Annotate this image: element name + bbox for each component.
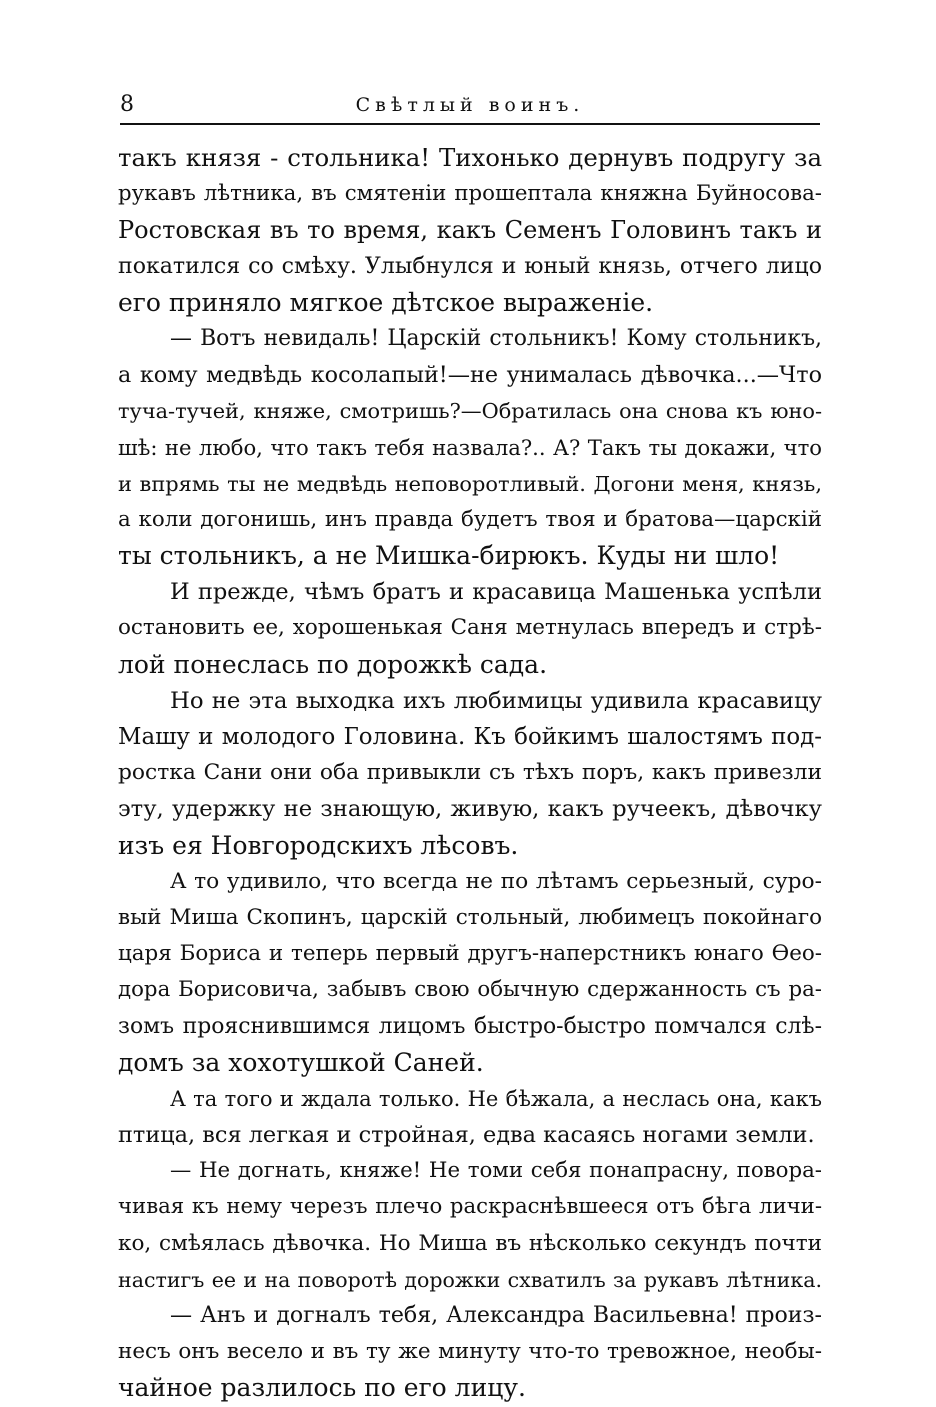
header-rule xyxy=(120,123,820,125)
text-line: эту, удержку не знающую, живую, какъ ручеекъ, дѣвочку xyxy=(118,796,822,823)
text-line: ты стольникъ, а не Мишка-бирюкъ. Куды ни шло! xyxy=(118,541,780,571)
text-line: ростка Сани они оба привыкли съ тѣхъ поръ, какъ привезли xyxy=(118,760,822,786)
text-line: — Анъ и догналъ тебя, Александра Васильевна! произ- xyxy=(170,1303,822,1328)
text-line: а кому медвѣдь косолапый!—не унималась дѣвочка...—Что xyxy=(118,362,822,389)
text-line: несъ онъ весело и въ ту же минуту что-то тревожное, необы- xyxy=(118,1339,822,1365)
text-line: остановить ее, хорошенькая Саня метнулась впередъ и стрѣ- xyxy=(118,615,822,641)
text-line: зомъ прояснившимся лицомъ быстро-быстро помчался слѣ- xyxy=(118,1013,822,1039)
text-line: дора Борисовича, забывъ свою обычную сдержанность съ ра- xyxy=(118,977,822,1003)
text-line: — Вотъ невидаль! Царскій стольникъ! Кому стольникъ, xyxy=(170,325,822,351)
body-text xyxy=(118,140,822,1407)
text-line: чивая къ нему черезъ плечо раскраснѣвшееся отъ бѣга личи- xyxy=(118,1194,822,1220)
text-line: такъ князя - стольника! Тихонько дернувъ подругу за xyxy=(118,143,822,172)
text-line: И прежде, чѣмъ братъ и красавица Машенька успѣли xyxy=(170,579,822,606)
text-line: А та того и ждала только. Не бѣжала, а неслась она, какъ xyxy=(170,1086,822,1111)
text-line: А то удивило, что всегда не по лѣтамъ серьезный, суро- xyxy=(170,868,822,894)
running-head xyxy=(120,90,820,120)
text-line: его приняло мягкое дѣтское выраженіе. xyxy=(118,287,654,317)
text-line: царя Бориса и теперь первый другъ-наперстникъ юнаго Ѳео- xyxy=(118,941,822,967)
text-line: птица, вся легкая и стройная, едва касаясь ногами земли. xyxy=(118,1122,815,1149)
text-line: туча-тучей, княже, смотришь?—Обратилась она снова къ юно- xyxy=(118,399,822,424)
text-line: шѣ: не любо, что такъ тебя назвала?.. А? Такъ ты докажи, что xyxy=(118,434,822,460)
text-line: и впрямь ты не медвѣдь неповоротливый. Догони меня, князь, xyxy=(118,471,822,496)
text-line: покатился со смѣху. Улыбнулся и юный князь, отчего лицо xyxy=(118,253,822,279)
running-title: Свѣтлый воинъ. xyxy=(355,94,585,116)
page-number: 8 xyxy=(120,92,134,117)
text-line: чайное разлилось по его лицу. xyxy=(118,1373,526,1403)
text-line: Но не эта выходка ихъ любимицы удивила красавицу xyxy=(170,687,822,714)
text-line: ко, смѣялась дѣвочка. Но Миша въ нѣсколько секундъ почти xyxy=(118,1230,822,1256)
text-line: лой понеслась по дорожкѣ сада. xyxy=(118,649,548,679)
text-line: изъ ея Новгородскихъ лѣсовъ. xyxy=(118,830,519,860)
text-line: Ростовская въ то время, какъ Семенъ Головинъ такъ и xyxy=(118,216,822,245)
text-line: а коли догонишь, инъ правда будетъ твоя и братова—царскій xyxy=(118,506,822,532)
text-line: — Не догнать, княже! Не томи себя понапрасну, повора- xyxy=(170,1158,822,1184)
text-line: настигъ ее и на поворотѣ дорожки схватилъ за рукавъ лѣтника. xyxy=(118,1267,822,1292)
text-line: вый Миша Скопинъ, царскій стольный, любимецъ покойнаго xyxy=(118,904,822,930)
text-line: Машу и молодого Головина. Къ бойкимъ шалостямъ под- xyxy=(118,724,822,750)
text-line: домъ за хохотушкой Саней. xyxy=(118,1047,484,1077)
text-line: рукавъ лѣтника, въ смятеніи прошептала княжна Буйносова- xyxy=(118,181,822,207)
